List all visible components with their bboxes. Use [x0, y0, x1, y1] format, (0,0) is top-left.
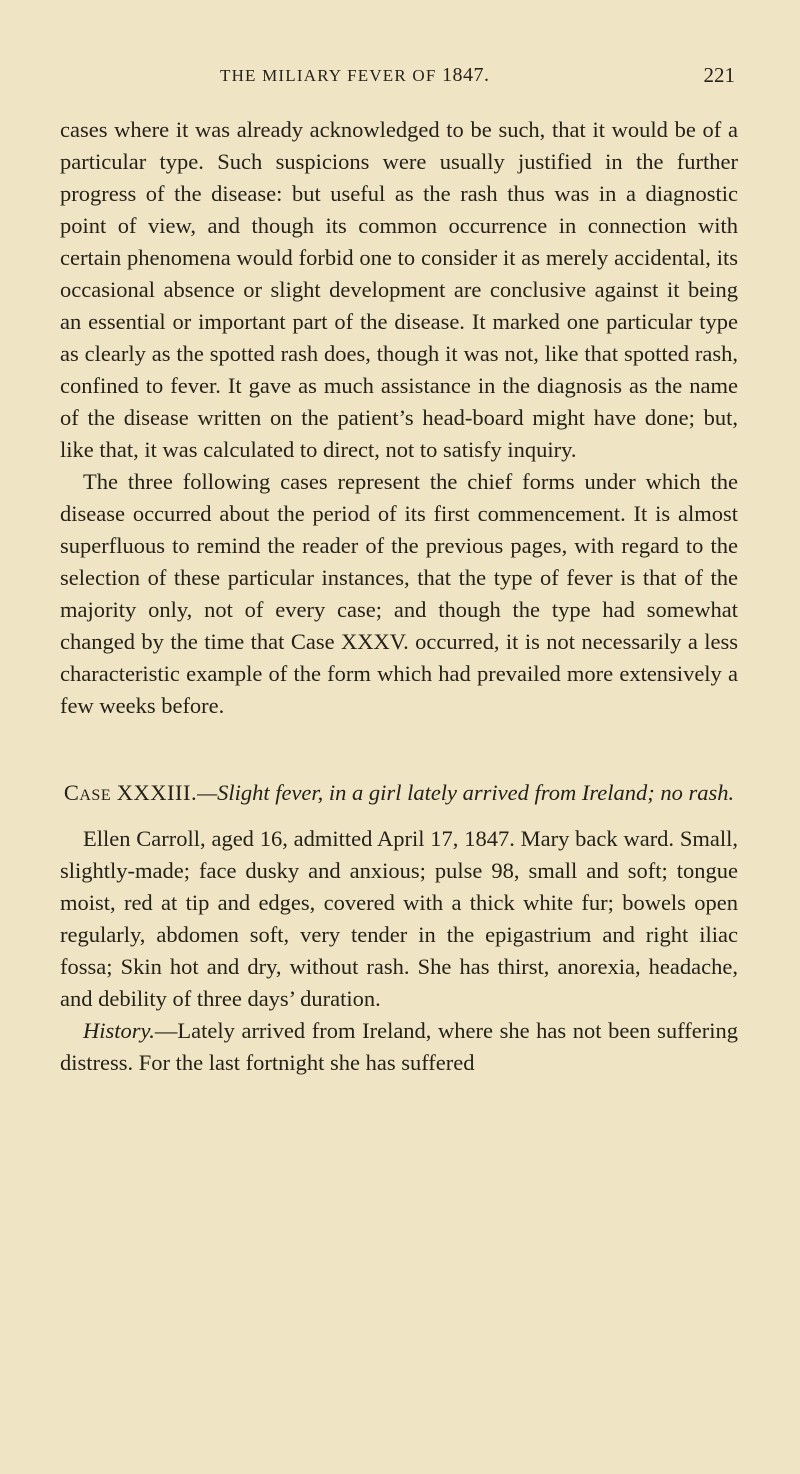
paragraph-case-admission: Ellen Carroll, aged 16, admitted April 17, 1847. Mary back ward. Small, slightly-made; face dusky and anxious; pulse 98, small and soft; tongue moist, red at tip and edges, covered with a thick white fur; bowels open regularly, abdomen soft, very tender in the epigastrium and right iliac fossa; Skin hot and dry, without rash. She has thirst, anorexia, headache, and debility of three days’ duration. [60, 826, 738, 1011]
history-label: History. [83, 1018, 155, 1043]
paragraph-cases-intro: The three following cases represent the chief forms under which the disease occurred about the period of its first commencement. It is almost superfluous to remind the reader of the previous pages, with regard to the selection of these particular instances, that the type of fever is that of the majority only, not of every case; and though the type had somewhat changed by the time that Case XXXV. occurred, it is not necessarily a less characteristic example of the form which had prevailed more extensively a few weeks before. [60, 469, 738, 718]
running-head-year: 1847. [441, 64, 490, 86]
case-heading-title: —Slight fever, in a girl lately arrived from Ireland; no rash. [197, 780, 735, 805]
running-head-title-text: THE MILIARY FEVER OF [220, 66, 437, 85]
case-heading-number: XXXIII. [116, 780, 198, 805]
running-head [60, 64, 740, 94]
case-heading [60, 777, 738, 809]
body-text [60, 114, 738, 1079]
paragraph-case-history [60, 1015, 738, 1079]
paragraph-continuation: cases where it was already acknowledged to be such, that it would be of a particular type. Such suspicions were usually justified in the further progress of the disease: but useful as the rash thus was in a diagnostic point of view, and though its common occurrence in connection with certain phenomena would forbid one to consider it as merely accidental, its occasional absence or slight development are conclusive against it being an essential or important part of the disease. It marked one particular type as clearly as the spotted rash does, though it was not, like that spotted rash, confined to fever. It gave as much assistance in the diagnosis as the name of the disease written on the patient’s head-board might have done; but, like that, it was calculated to direct, not to satisfy inquiry. [60, 117, 738, 462]
case-heading-label: Case [63, 780, 112, 805]
history-text: —Lately arrived from Ireland, where she has not been suffering distress. For the last fortnight she has suffered [60, 1018, 738, 1075]
running-head-title [220, 64, 489, 87]
page-number: 221 [703, 63, 735, 87]
